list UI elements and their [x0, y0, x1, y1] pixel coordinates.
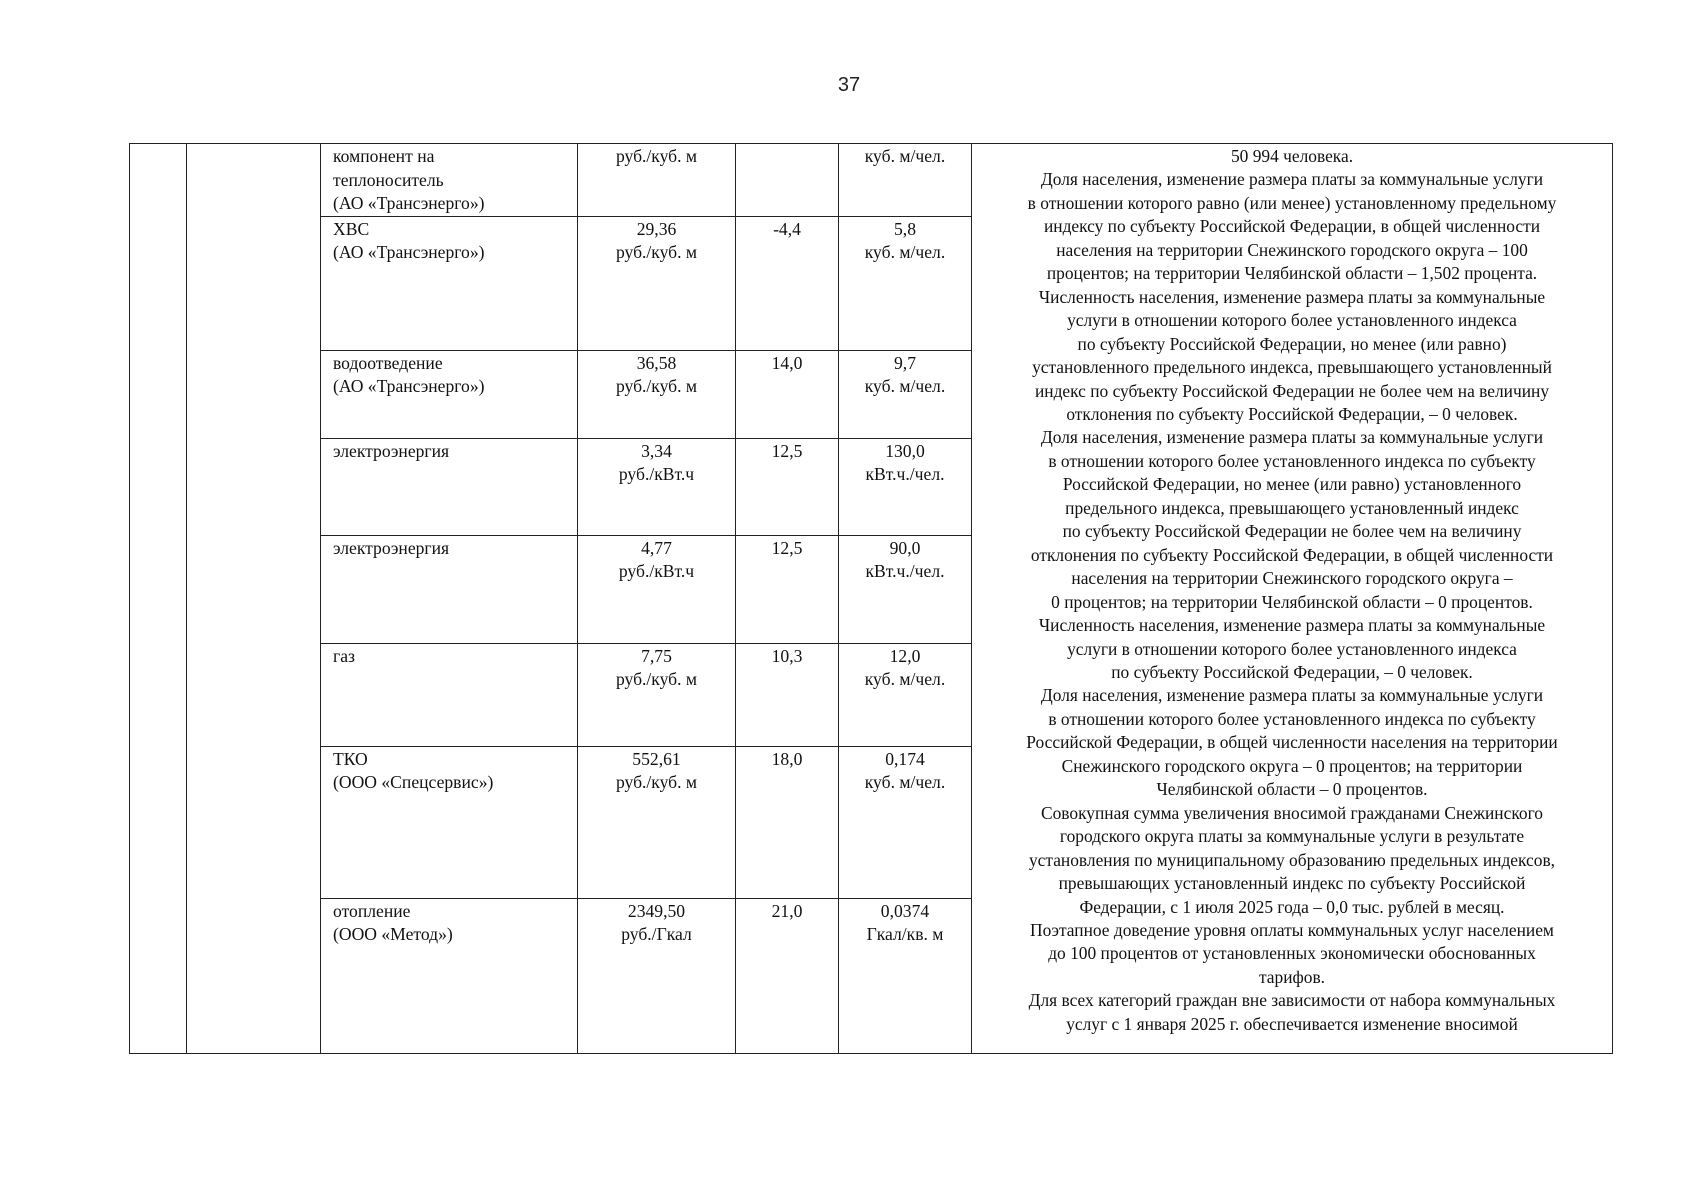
- empty-cell-number: [130, 144, 187, 1054]
- note-line: услуги в отношении которого более установленного индекса: [1067, 310, 1517, 331]
- notes-cell: [972, 144, 1613, 1054]
- norm-cell: 9,7 куб. м/чел.: [839, 350, 972, 438]
- note-line: отклонения по субъекту Российской Федерации, – 0 человек.: [1066, 403, 1518, 424]
- note-line: тарифов.: [1258, 966, 1326, 987]
- increase-cell: 12,5: [736, 535, 839, 643]
- service-cell: электроэнергия: [321, 535, 578, 643]
- tariff-cell: 552,61 руб./куб. м: [578, 746, 736, 898]
- norm-cell: 5,8 куб. м/чел.: [839, 216, 972, 350]
- note-line: до 100 процентов от установленных экономически обоснованных: [1048, 943, 1536, 964]
- note-line: населения на территории Снежинского городского округа – 100: [1056, 239, 1528, 260]
- note-line: установленного предельного индекса, превышающего установленный: [1032, 357, 1552, 378]
- note-line: установления по муниципальному образованию предельных индексов,: [1028, 849, 1555, 870]
- note-line: Доля населения, изменение размера платы за коммунальные услуги: [1040, 427, 1544, 448]
- note-line: Численность населения, изменение размера платы за коммунальные: [1038, 286, 1546, 307]
- increase-cell: 18,0: [736, 746, 839, 898]
- tariff-cell: 2349,50 руб./Гкал: [578, 898, 736, 1053]
- note-line: городского округа платы за коммунальные услуги в результате: [1059, 826, 1525, 847]
- norm-cell: 0,0374 Гкал/кв. м: [839, 898, 972, 1053]
- increase-cell: 12,5: [736, 438, 839, 535]
- increase-cell: -4,4: [736, 216, 839, 350]
- tariff-cell: 3,34 руб./кВт.ч: [578, 438, 736, 535]
- norm-cell: 130,0 кВт.ч./чел.: [839, 438, 972, 535]
- note-line: индексу по субъекту Российской Федерации, в общей численности: [1043, 216, 1541, 237]
- note-line: услуги в отношении которого более установленного индекса: [1067, 638, 1517, 659]
- service-cell: ХВС (АО «Трансэнерго»): [321, 216, 578, 350]
- increase-cell: 10,3: [736, 643, 839, 746]
- note-line: в отношении которого более установленного индекса по субъекту: [1048, 708, 1536, 729]
- increase-cell: 14,0: [736, 350, 839, 438]
- note-line: Российской Федерации, в общей численности населения на территории: [1026, 732, 1558, 753]
- tariff-cell: 4,77 руб./кВт.ч: [578, 535, 736, 643]
- service-cell: газ: [321, 643, 578, 746]
- note-line: 50 994 человека.: [1230, 146, 1354, 166]
- tariff-table: [129, 143, 1613, 1054]
- tariff-cell: 7,75 руб./куб. м: [578, 643, 736, 746]
- service-cell: ТКО (ООО «Спецсервис»): [321, 746, 578, 898]
- note-line: индекс по субъекту Российской Федерации не более чем на величину: [1034, 380, 1550, 401]
- note-line: населения на территории Снежинского городского округа –: [1071, 568, 1513, 589]
- note-line: Снежинского городского округа – 0 процентов; на территории: [1061, 755, 1523, 776]
- tariff-cell: руб./куб. м: [578, 144, 736, 217]
- service-cell: водоотведение (АО «Трансэнерго»): [321, 350, 578, 438]
- note-line: Федерации, с 1 июля 2025 года – 0,0 тыс. рублей в месяц.: [1079, 896, 1505, 917]
- note-line: отклонения по субъекту Российской Федерации, в общей численности: [1030, 544, 1554, 565]
- note-line: Доля населения, изменение размера платы за коммунальные услуги: [1040, 169, 1544, 190]
- increase-cell: 21,0: [736, 898, 839, 1053]
- increase-cell: [736, 144, 839, 217]
- service-cell: отопление (ООО «Метод»): [321, 898, 578, 1053]
- note-line: Численность населения, изменение размера платы за коммунальные: [1038, 615, 1546, 636]
- tariff-cell: 29,36 руб./куб. м: [578, 216, 736, 350]
- note-line: Доля населения, изменение размера платы за коммунальные услуги: [1040, 685, 1544, 706]
- note-line: по субъекту Российской Федерации не более чем на величину: [1062, 521, 1522, 542]
- note-line: в отношении которого равно (или менее) установленному предельному: [1027, 192, 1557, 213]
- note-line: 0 процентов; на территории Челябинской области – 0 процентов.: [1051, 591, 1533, 612]
- table-row: [130, 144, 1613, 217]
- note-line: услуг с 1 января 2025 г. обеспечивается изменение вносимой: [1066, 1013, 1518, 1034]
- note-line: в отношении которого более установленного индекса по субъекту: [1048, 450, 1536, 471]
- norm-cell: 90,0 кВт.ч./чел.: [839, 535, 972, 643]
- service-cell: электроэнергия: [321, 438, 578, 535]
- norm-cell: 12,0 куб. м/чел.: [839, 643, 972, 746]
- note-line: по субъекту Российской Федерации, но менее (или равно): [1077, 333, 1507, 354]
- service-cell: компонент на теплоноситель (АО «Трансэнерго»): [321, 144, 578, 217]
- note-line: Челябинской области – 0 процентов.: [1156, 779, 1428, 800]
- empty-cell-municipality: [187, 144, 321, 1054]
- tariff-cell: 36,58 руб./куб. м: [578, 350, 736, 438]
- page-number: 37: [837, 74, 861, 96]
- note-line: Совокупная сумма увеличения вносимой гражданами Снежинского: [1041, 802, 1543, 823]
- note-line: предельного индекса, превышающего установленный индекс: [1065, 497, 1519, 518]
- norm-cell: куб. м/чел.: [839, 144, 972, 217]
- note-line: Для всех категорий граждан вне зависимости от набора коммунальных: [1028, 990, 1556, 1011]
- note-line: по субъекту Российской Федерации, – 0 человек.: [1111, 661, 1473, 682]
- note-line: Российской Федерации, но менее (или равно) установленного: [1062, 474, 1522, 495]
- note-line: Поэтапное доведение уровня оплаты коммунальных услуг населением: [1030, 919, 1554, 940]
- norm-cell: 0,174 куб. м/чел.: [839, 746, 972, 898]
- note-line: превышающих установленный индекс по субъекту Российской: [1058, 873, 1526, 894]
- note-line: процентов; на территории Челябинской области – 1,502 процента.: [1046, 263, 1538, 284]
